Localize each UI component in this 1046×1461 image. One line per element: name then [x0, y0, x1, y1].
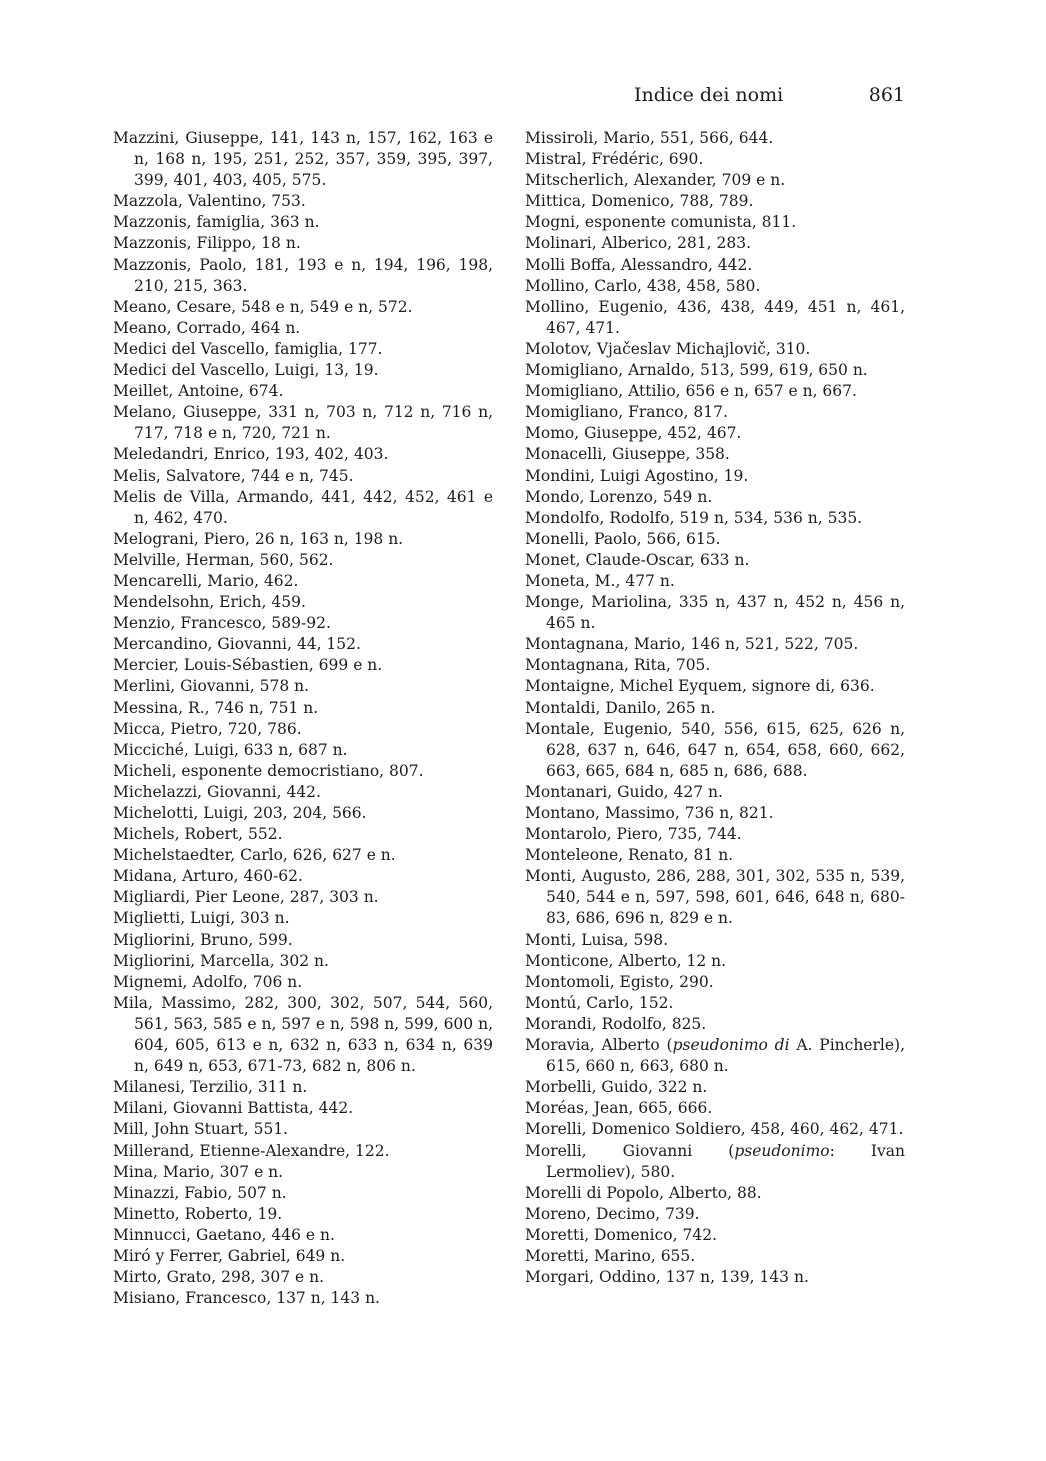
index-entry: Menzio, Francesco, 589-92.	[113, 614, 331, 633]
index-entry: Mazzonis, Paolo, 181, 193 e n, 194, 196, 198, 210, 215, 363.	[113, 255, 493, 295]
index-entry: Mondini, Luigi Agostino, 19.	[525, 466, 749, 485]
index-entry: Micheli, esponente democristiano, 807.	[113, 761, 424, 780]
index-entry: Morgari, Oddino, 137 n, 139, 143 n.	[525, 1268, 809, 1287]
index-entry: Montagnana, Rita, 705.	[525, 656, 711, 675]
index-entry-text: Morelli, Giovanni (	[525, 1141, 735, 1160]
index-entry: Monteleone, Renato, 81 n.	[525, 846, 734, 865]
index-entry: Milani, Giovanni Battista, 442.	[113, 1099, 354, 1118]
index-entry: Mila, Massimo, 282, 300, 302, 507, 544, 560, 561, 563, 585 e n, 597 e n, 598 n, 599, 600 n, 604, 605, 613 e n, 632 n, 633 n, 634 n, 639 n, 649 n, 653, 671-73, 682 n, 806 n.	[113, 993, 493, 1076]
index-entry: Mitscherlich, Alexander, 709 e n.	[525, 171, 786, 190]
index-entry: Morandi, Rodolfo, 825.	[525, 1014, 707, 1033]
index-entry: Montarolo, Piero, 735, 744.	[525, 825, 742, 844]
index-entry: Michelazzi, Giovanni, 442.	[113, 782, 321, 801]
index-entry: Mazzini, Giuseppe, 141, 143 n, 157, 162, 163 e n, 168 n, 195, 251, 252, 357, 359, 395, 397, 399, 401, 403, 405, 575.	[113, 129, 493, 190]
index-entry: Migliorini, Bruno, 599.	[113, 930, 293, 949]
index-entry: Miró y Ferrer, Gabriel, 649 n.	[113, 1246, 346, 1265]
index-entry: Meledandri, Enrico, 193, 402, 403.	[113, 445, 389, 464]
running-head-title: Indice dei nomi	[634, 84, 784, 106]
index-entry: Montano, Massimo, 736 n, 821.	[525, 804, 774, 822]
index-entry: Micciché, Luigi, 633 n, 687 n.	[113, 740, 348, 759]
index-entry: Montaigne, Michel Eyquem, signore di, 636.	[525, 677, 875, 696]
index-entry: Monet, Claude-Oscar, 633 n.	[525, 550, 750, 569]
index-entry: Moneta, M., 477 n.	[525, 571, 675, 590]
index-entry: Moréas, Jean, 665, 666.	[525, 1099, 713, 1118]
index-entry: Molinari, Alberico, 281, 283.	[525, 234, 751, 253]
index-entry: Mendelsohn, Erich, 459.	[113, 593, 306, 612]
index-entry: Mina, Mario, 307 e n.	[113, 1162, 284, 1181]
page-number: 861	[868, 84, 905, 106]
index-entry-italic: pseudonimo	[734, 1141, 830, 1160]
index-column-right	[525, 128, 905, 1288]
index-entry: Monacelli, Giuseppe, 358.	[525, 445, 730, 464]
index-entry: Michels, Robert, 552.	[113, 825, 283, 844]
index-entry: Mercandino, Giovanni, 44, 152.	[113, 635, 361, 654]
index-entry: Meano, Cesare, 548 e n, 549 e n, 572.	[113, 297, 413, 316]
index-entry: Mondo, Lorenzo, 549 n.	[525, 487, 713, 506]
index-entry: Meillet, Antoine, 674.	[113, 382, 284, 401]
index-entry: Medici del Vascello, famiglia, 177.	[113, 339, 383, 358]
index-entry: Montomoli, Egisto, 290.	[525, 972, 714, 991]
index-entry-italic: pseudonimo di	[672, 1036, 790, 1055]
index-column-left	[113, 128, 493, 1309]
index-entry: Montanari, Guido, 427 n.	[525, 782, 723, 801]
index-entry: Michelstaedter, Carlo, 626, 627 e n.	[113, 846, 396, 865]
index-entry: Mill, John Stuart, 551.	[113, 1120, 289, 1139]
index-entry: Melis, Salvatore, 744 e n, 745.	[113, 466, 354, 485]
index-entry: Molotov, Vjačeslav Michajlovič, 310.	[525, 339, 811, 358]
index-entry	[525, 1035, 905, 1077]
index-entry: Morelli di Popolo, Alberto, 88.	[525, 1183, 762, 1202]
index-entry: Moreno, Decimo, 739.	[525, 1204, 700, 1223]
index-entry: Mistral, Frédéric, 690.	[525, 150, 704, 169]
index-entry: Momigliano, Arnaldo, 513, 599, 619, 650 n.	[525, 361, 868, 380]
index-entry: Morelli, Domenico Soldiero, 458, 460, 462, 471.	[525, 1120, 904, 1139]
index-entry: Montaldi, Danilo, 265 n.	[525, 698, 716, 717]
index-entry-text: : Ivan Lermoliev), 580.	[546, 1141, 905, 1181]
index-entry: Mittica, Domenico, 788, 789.	[525, 192, 754, 211]
index-entry: Micca, Pietro, 720, 786.	[113, 719, 302, 738]
index-entry: Millerand, Etienne-Alexandre, 122.	[113, 1141, 390, 1160]
index-entry: Mollino, Eugenio, 436, 438, 449, 451 n, 461, 467, 471.	[525, 297, 905, 337]
index-entry: Momigliano, Franco, 817.	[525, 403, 728, 422]
index-entry: Melville, Herman, 560, 562.	[113, 550, 334, 569]
index-entry: Mazzonis, famiglia, 363 n.	[113, 213, 320, 232]
index-entry: Monti, Luisa, 598.	[525, 930, 669, 949]
index-entry: Momigliano, Attilio, 656 e n, 657 e n, 667.	[525, 382, 857, 401]
index-entry: Missiroli, Mario, 551, 566, 644.	[525, 129, 774, 147]
index-entry: Mazzonis, Filippo, 18 n.	[113, 234, 301, 253]
index-entry: Migliorini, Marcella, 302 n.	[113, 951, 329, 970]
index-entry: Medici del Vascello, Luigi, 13, 19.	[113, 361, 379, 380]
index-entry: Melograni, Piero, 26 n, 163 n, 198 n.	[113, 529, 404, 548]
index-entry: Mencarelli, Mario, 462.	[113, 571, 299, 590]
index-entry: Mercier, Louis-Sébastien, 699 e n.	[113, 656, 383, 675]
index-entry: Melano, Giuseppe, 331 n, 703 n, 712 n, 716 n, 717, 718 e n, 720, 721 n.	[113, 403, 493, 443]
index-entry: Monelli, Paolo, 566, 615.	[525, 529, 721, 548]
index-entry: Midana, Arturo, 460-62.	[113, 867, 303, 886]
index-entry-text: A. Pincherle), 615, 660 n, 663, 680 n.	[546, 1036, 905, 1076]
index-entry: Monti, Augusto, 286, 288, 301, 302, 535 n, 539, 540, 544 e n, 597, 598, 601, 646, 648 n, 680-83, 686, 696 n, 829 e n.	[525, 867, 905, 928]
index-entry: Meano, Corrado, 464 n.	[113, 318, 301, 337]
index-entry: Monge, Mariolina, 335 n, 437 n, 452 n, 456 n, 465 n.	[525, 593, 905, 633]
index-entry: Migliardi, Pier Leone, 287, 303 n.	[113, 888, 379, 907]
index-entry: Moretti, Marino, 655.	[525, 1246, 696, 1265]
index-entry: Mirto, Grato, 298, 307 e n.	[113, 1268, 325, 1287]
index-entry: Mazzola, Valentino, 753.	[113, 192, 306, 211]
index-entry: Minnucci, Gaetano, 446 e n.	[113, 1225, 335, 1244]
index-entry: Moretti, Domenico, 742.	[525, 1225, 718, 1244]
index-entry: Monticone, Alberto, 12 n.	[525, 951, 727, 970]
index-entry: Minazzi, Fabio, 507 n.	[113, 1183, 287, 1202]
index-entry: Melis de Villa, Armando, 441, 442, 452, 461 e n, 462, 470.	[113, 487, 493, 527]
index-entry: Montale, Eugenio, 540, 556, 615, 625, 626 n, 628, 637 n, 646, 647 n, 654, 658, 660, 662, 663, 665, 684 n, 685 n, 686, 688.	[525, 719, 905, 780]
index-entry-text: Moravia, Alberto (	[525, 1036, 673, 1055]
index-entry: Momo, Giuseppe, 452, 467.	[525, 424, 742, 443]
index-entry: Merlini, Giovanni, 578 n.	[113, 677, 310, 696]
index-entry: Mignemi, Adolfo, 706 n.	[113, 972, 303, 991]
index-entry: Morbelli, Guido, 322 n.	[525, 1078, 708, 1097]
index-entry: Montú, Carlo, 152.	[525, 993, 674, 1012]
index-entry: Molli Boffa, Alessandro, 442.	[525, 255, 753, 274]
index-entry	[525, 1141, 905, 1183]
index-entry: Milanesi, Terzilio, 311 n.	[113, 1078, 308, 1097]
index-entry: Mondolfo, Rodolfo, 519 n, 534, 536 n, 535.	[525, 508, 863, 527]
index-entry: Miglietti, Luigi, 303 n.	[113, 909, 290, 928]
index-entry: Mollino, Carlo, 438, 458, 580.	[525, 276, 761, 295]
index-entry: Mogni, esponente comunista, 811.	[525, 213, 797, 232]
index-entry: Messina, R., 746 n, 751 n.	[113, 698, 319, 717]
index-entry: Michelotti, Luigi, 203, 204, 566.	[113, 804, 367, 822]
index-entry: Minetto, Roberto, 19.	[113, 1204, 283, 1223]
index-entry: Montagnana, Mario, 146 n, 521, 522, 705.	[525, 635, 859, 654]
index-entry: Misiano, Francesco, 137 n, 143 n.	[113, 1289, 380, 1308]
